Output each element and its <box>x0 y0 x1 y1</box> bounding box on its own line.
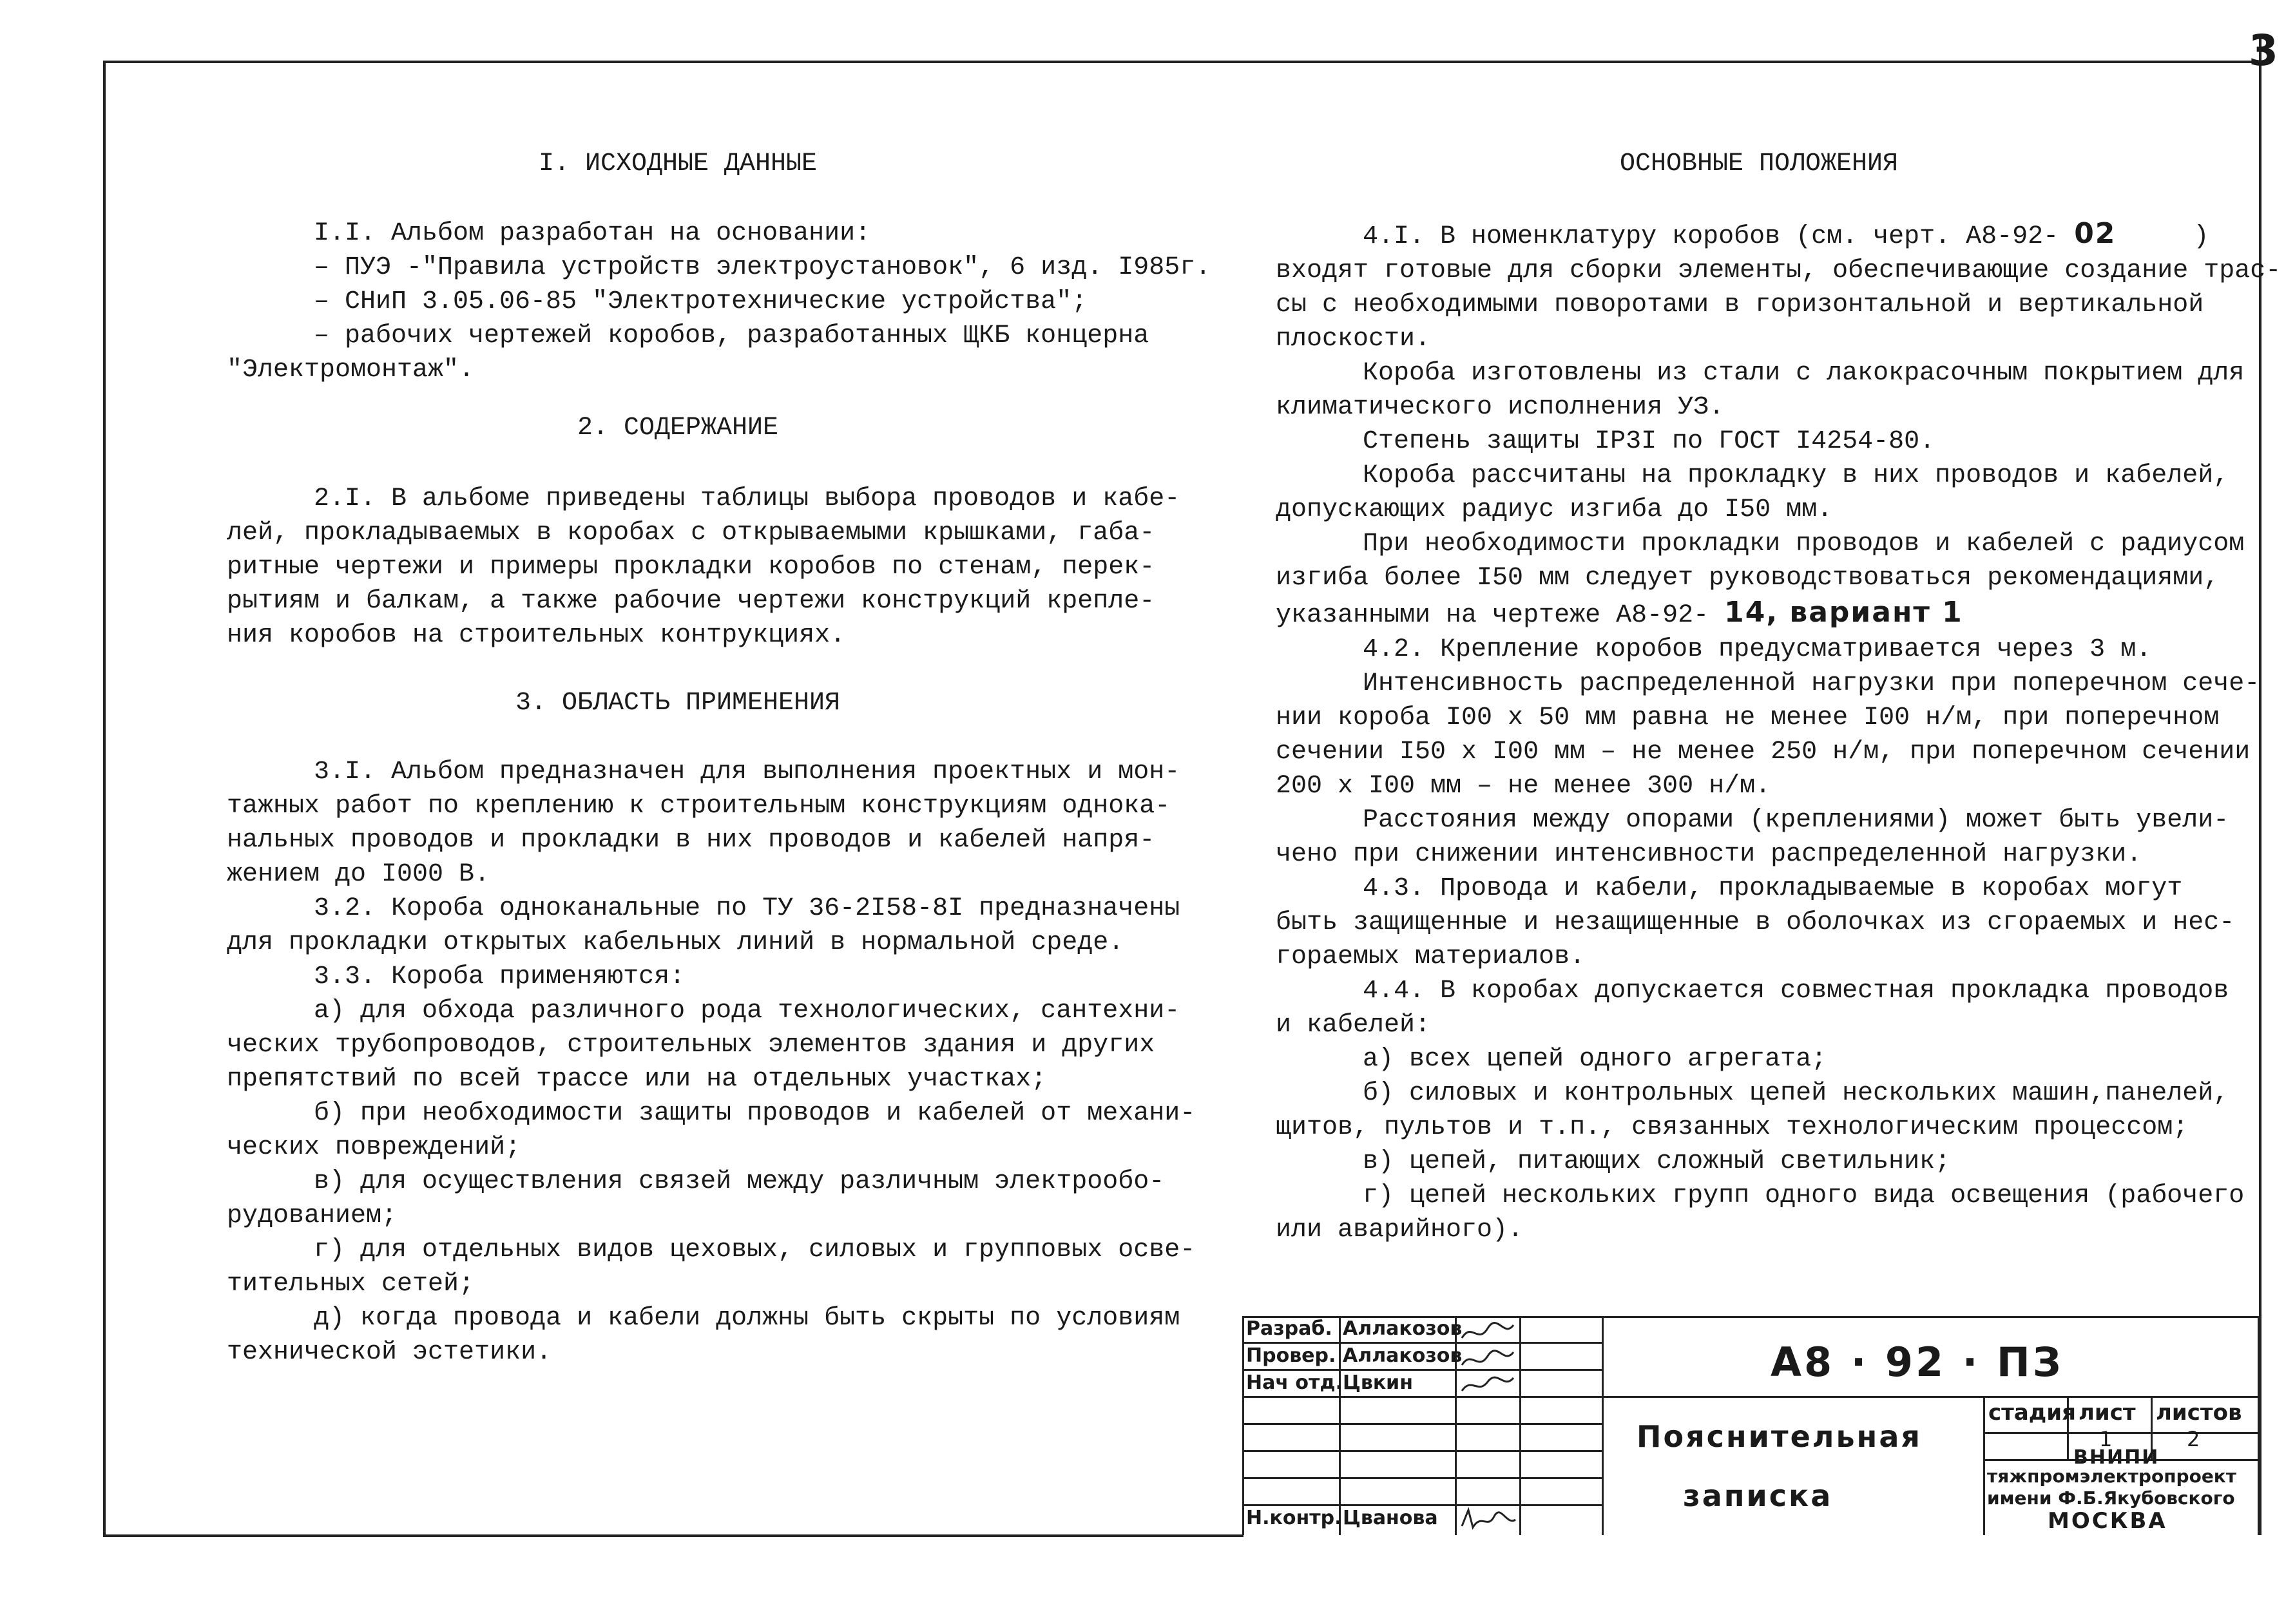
paragraph: рытиям и балкам, а также рабочие чертежи конструкций крепле- <box>227 587 1155 616</box>
paragraph: нальных проводов и прокладки в них проводов и кабелей напря- <box>227 826 1155 855</box>
paragraph <box>1276 595 2242 633</box>
section-block <box>227 482 1180 653</box>
paragraph: ния коробов на строительных контрукциях. <box>227 621 846 650</box>
sheets-label: листов <box>2156 1400 2242 1426</box>
paragraph: При необходимости прокладки проводов и кабелей с радиусом <box>1363 530 2245 559</box>
paragraph: 3.I. Альбом предназначен для выполнения проектных и мон- <box>314 758 1180 787</box>
paragraph: сечении I50 х I00 мм – не менее 250 н/м, при поперечном сечении <box>1276 738 2251 767</box>
paragraph: 200 х I00 мм – не менее 300 н/м. <box>1276 772 1771 801</box>
paragraph: г) цепей нескольких групп одного вида освещения (рабочего <box>1363 1181 2245 1210</box>
paragraph: 2.I. В альбоме приведены таблицы выбора проводов и кабе- <box>314 484 1180 513</box>
person-name: Аллакозов <box>1343 1344 1463 1367</box>
paragraph: 4.3. Провода и кабели, прокладываемые в коробах могут <box>1363 874 2183 903</box>
document-title-line1: Пояснительная <box>1637 1419 1922 1454</box>
paragraph: Расстояния между опорами (креплениями) может быть увели- <box>1363 806 2229 835</box>
title-block-line <box>1602 1396 2260 1398</box>
paragraph: 3.3. Короба применяются: <box>314 962 686 991</box>
paragraph: чено при снижении интенсивности распределенной нагрузки. <box>1276 840 2142 869</box>
paragraph: – рабочих чертежей коробов, разработанных ЩКБ концерна <box>314 321 1149 350</box>
title-block-line <box>1242 1477 1602 1479</box>
paragraph: или аварийного). <box>1276 1216 1524 1245</box>
title-block-line <box>1339 1316 1341 1535</box>
paragraph-text: ) <box>2116 222 2209 251</box>
paragraph: гораемых материалов. <box>1276 942 1586 971</box>
paragraph: сы с необходимыми поворотами в горизонтальной и вертикальной <box>1276 291 2204 320</box>
title-block-line <box>1242 1504 1602 1506</box>
handwritten-drawing-number: 02 <box>2074 217 2117 250</box>
paragraph: тительных сетей; <box>227 1270 475 1299</box>
paragraph: – СНиП 3.05.06-85 "Электротехнические устройства"; <box>314 287 1088 316</box>
section-block <box>227 216 1211 387</box>
frame-bottom-line <box>103 1534 1244 1537</box>
paragraph: а) для обхода различного рода технологических, сантехни- <box>314 997 1180 1026</box>
sheet-number: 3 <box>2249 26 2278 75</box>
paragraph: входят готовые для сборки элементы, обеспечивающие создание трас- <box>1276 256 2281 285</box>
section-heading: I. ИСХОДНЫЕ ДАННЫЕ <box>538 149 818 178</box>
paragraph: б) силовых и контрольных цепей нескольких машин,панелей, <box>1363 1079 2229 1108</box>
organization-name: тяжпромэлектропроект <box>1987 1466 2237 1487</box>
paragraph: Степень защиты IP3I по ГОСТ I4254-80. <box>1363 427 1935 456</box>
sheet-value: 1 <box>2099 1427 2113 1451</box>
title-block-line <box>1242 1450 1602 1452</box>
paragraph: рудованием; <box>227 1201 398 1230</box>
handwritten-variant-note: 14, вариант 1 <box>1724 596 1963 629</box>
paragraph: нии короба I00 х 50 мм равна не менее I00 н/м, при поперечном <box>1276 703 2220 732</box>
paragraph: б) при необходимости защиты проводов и кабелей от механи- <box>314 1099 1196 1128</box>
paragraph: в) цепей, питающих сложный светильник; <box>1363 1147 1951 1176</box>
paragraph: препятствий по всей трассе или на отдельных участках; <box>227 1065 1047 1094</box>
title-block-line <box>2258 1316 2260 1535</box>
role-label: Разраб. <box>1246 1317 1332 1340</box>
paragraph: жением до I000 В. <box>227 860 490 889</box>
person-name: Цванова <box>1343 1507 1438 1529</box>
paragraph: 3.2. Короба одноканальные по ТУ 36-2I58-8I предназначены <box>314 894 1180 923</box>
paragraph: и кабелей: <box>1276 1011 1431 1040</box>
paragraph: быть защищенные и незащищенные в оболочках из сгораемых и нес- <box>1276 908 2235 937</box>
role-label: Нач отд. <box>1246 1371 1343 1394</box>
title-block-line <box>1242 1423 1602 1425</box>
organization-abbrev: ВНИПИ <box>2073 1446 2160 1469</box>
paragraph: для прокладки открытых кабельных линий в нормальной среде. <box>227 928 1124 957</box>
paragraph: щитов, пультов и т.п., связанных технологическим процессом; <box>1276 1113 2189 1142</box>
paragraph: плоскости. <box>1276 325 1431 354</box>
title-block-line <box>1983 1432 2260 1434</box>
document-title-line2: записка <box>1683 1478 1833 1513</box>
paragraph: ческих трубопроводов, строительных элементов здания и других <box>227 1031 1155 1060</box>
organization-subtitle: имени Ф.Б.Якубовского <box>1987 1487 2235 1509</box>
paragraph: д) когда провода и кабели должны быть скрыты по условиям <box>314 1304 1180 1333</box>
title-block-line <box>1242 1316 1244 1535</box>
paragraph: "Электромонтаж". <box>227 356 475 385</box>
title-block-line <box>1242 1342 1602 1344</box>
paragraph: лей, прокладываемых в коробах с открываемыми крышками, габа- <box>227 519 1155 548</box>
organization-city: МОСКВА <box>2048 1508 2167 1534</box>
paragraph <box>1276 216 2242 254</box>
title-block-line <box>1983 1396 1985 1535</box>
document-code: А8 · 92 · ПЗ <box>1771 1339 2064 1386</box>
paragraph: Интенсивность распределенной нагрузки при поперечном сече- <box>1363 669 2260 698</box>
frame-left-line <box>103 61 106 1536</box>
paragraph: в) для осуществления связей между различным электрообо- <box>314 1167 1165 1196</box>
paragraph: ческих повреждений; <box>227 1133 521 1162</box>
paragraph: допускающих радиус изгиба до I50 мм. <box>1276 495 1833 524</box>
paragraph-text: 4.I. В номенклатуру коробов (см. черт. А8-92- <box>1363 222 2075 251</box>
paragraph: изгиба более I50 мм следует руководствоваться рекомендациями, <box>1276 564 2220 593</box>
title-block <box>1242 1316 2260 1535</box>
person-name: Цвкин <box>1343 1371 1413 1394</box>
stage-label: стадия <box>1988 1400 2076 1426</box>
paragraph: I.I. Альбом разработан на основании: <box>314 219 871 248</box>
signature-scribble <box>1459 1507 1517 1533</box>
frame-top-line <box>103 61 2261 63</box>
person-name: Аллакозов <box>1343 1317 1463 1340</box>
title-block-line <box>1242 1369 1602 1371</box>
paragraph: а) всех цепей одного агрегата; <box>1363 1045 1827 1074</box>
paragraph-text: указанными на чертеже А8-92- <box>1276 601 1725 630</box>
paragraph: тажных работ по креплению к строительным конструкциям однока- <box>227 792 1171 821</box>
section-heading: 3. ОБЛАСТЬ ПРИМЕНЕНИЯ <box>515 689 841 718</box>
paragraph: технической эстетики. <box>227 1338 552 1367</box>
paragraph: – ПУЭ -"Правила устройств электроустановок", 6 изд. I985г. <box>314 253 1211 282</box>
role-label: Провер. <box>1246 1344 1336 1367</box>
sheets-value: 2 <box>2187 1427 2200 1451</box>
paragraph: 4.2. Крепление коробов предусматривается через 3 м. <box>1363 635 2152 664</box>
title-block-line <box>1519 1316 1521 1535</box>
paragraph: 4.4. В коробах допускается совместная прокладка проводов <box>1363 977 2229 1006</box>
paragraph: г) для отдельных видов цеховых, силовых и групповых осве- <box>314 1236 1196 1265</box>
section-block <box>227 755 1196 1370</box>
section-heading: ОСНОВНЫЕ ПОЛОЖЕНИЯ <box>1619 149 1899 178</box>
title-block-line <box>1242 1396 1602 1398</box>
sheet-label: лист <box>2079 1400 2136 1426</box>
paragraph: Короба изготовлены из стали с лакокрасочным покрытием для <box>1363 359 2245 388</box>
section-heading: 2. СОДЕРЖАНИЕ <box>577 414 779 443</box>
section-block <box>1276 216 2281 1247</box>
title-block-line <box>1602 1316 1604 1535</box>
paragraph: Короба рассчитаны на прокладку в них проводов и кабелей, <box>1363 461 2229 490</box>
paragraph: климатического исполнения УЗ. <box>1276 393 1725 422</box>
role-label: Н.контр. <box>1246 1507 1342 1529</box>
signature-scribble <box>1459 1319 1517 1396</box>
paragraph: ритные чертежи и примеры прокладки коробов по стенам, перек- <box>227 553 1155 582</box>
